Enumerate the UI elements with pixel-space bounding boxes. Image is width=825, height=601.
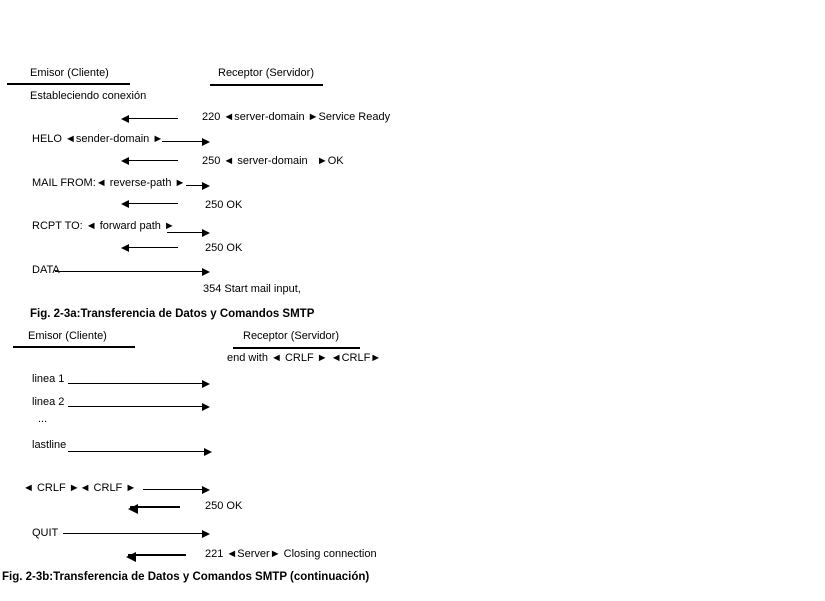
figure-a-server-underline bbox=[210, 84, 323, 86]
arrow-reply-221 bbox=[128, 554, 186, 556]
figure-a-caption: Fig. 2-3a:Transferencia de Datos y Comandos SMTP bbox=[30, 308, 315, 320]
label-rcpt-to-command: RCPT TO: ◄ forward path ► bbox=[32, 220, 175, 232]
figure-b-server-header: Receptor (Servidor) bbox=[243, 330, 339, 342]
arrow-line1 bbox=[68, 383, 208, 384]
arrow-lastline bbox=[68, 451, 210, 452]
figure-b-client-header: Emisor (Cliente) bbox=[28, 330, 107, 342]
figure-a-client-header: Emisor (Cliente) bbox=[30, 67, 109, 79]
arrow-reply-220 bbox=[123, 118, 178, 119]
figure-b-caption: Fig. 2-3b:Transferencia de Datos y Comandos SMTP (continuación) bbox=[2, 571, 370, 583]
arrow-reply-250-ok-1 bbox=[123, 203, 178, 204]
figure-a-client-underline bbox=[7, 83, 130, 85]
label-establishing-connection: Estableciendo conexión bbox=[30, 90, 147, 102]
label-reply-250-ok-3: 250 OK bbox=[205, 500, 243, 512]
label-helo-command: HELO ◄sender-domain ► bbox=[32, 133, 164, 145]
arrow-reply-250-ok-3 bbox=[130, 506, 180, 508]
figure-a-server-header: Receptor (Servidor) bbox=[218, 67, 314, 79]
arrow-data bbox=[55, 271, 208, 272]
label-reply-250-ok-2: 250 OK bbox=[205, 242, 243, 254]
label-reply-220: 220 ◄server-domain ►Service Ready bbox=[202, 111, 391, 123]
label-line1: linea 1 bbox=[32, 373, 65, 385]
label-crlf-crlf: ◄ CRLF ►◄ CRLF ► bbox=[23, 482, 137, 494]
arrow-helo bbox=[162, 141, 208, 142]
label-ellipsis: ... bbox=[38, 413, 48, 425]
arrow-line2 bbox=[68, 406, 208, 407]
label-reply-250-domain: 250 ◄ server-domain ►OK bbox=[202, 155, 344, 167]
label-lastline: lastline bbox=[32, 439, 67, 451]
arrow-reply-250-ok-2 bbox=[123, 247, 178, 248]
arrow-mail-from bbox=[186, 185, 208, 186]
label-line2: linea 2 bbox=[32, 396, 65, 408]
figure-b-server-underline bbox=[233, 347, 360, 349]
label-reply-354: 354 Start mail input, bbox=[203, 283, 301, 295]
arrow-reply-250-domain bbox=[123, 160, 178, 161]
label-mail-from-command: MAIL FROM:◄ reverse-path ► bbox=[32, 177, 186, 189]
figure-b-client-underline bbox=[13, 346, 135, 348]
arrow-crlf-crlf bbox=[143, 489, 208, 490]
arrow-rcpt-to bbox=[167, 232, 208, 233]
label-reply-250-ok-1: 250 OK bbox=[205, 199, 243, 211]
label-reply-221: 221 ◄Server► Closing connection bbox=[205, 548, 377, 560]
label-end-with-crlf: end with ◄ CRLF ► ◄CRLF► bbox=[227, 352, 382, 364]
label-data-command: DATA bbox=[32, 264, 60, 276]
label-quit-command: QUIT bbox=[32, 527, 59, 539]
arrow-quit bbox=[63, 533, 208, 534]
